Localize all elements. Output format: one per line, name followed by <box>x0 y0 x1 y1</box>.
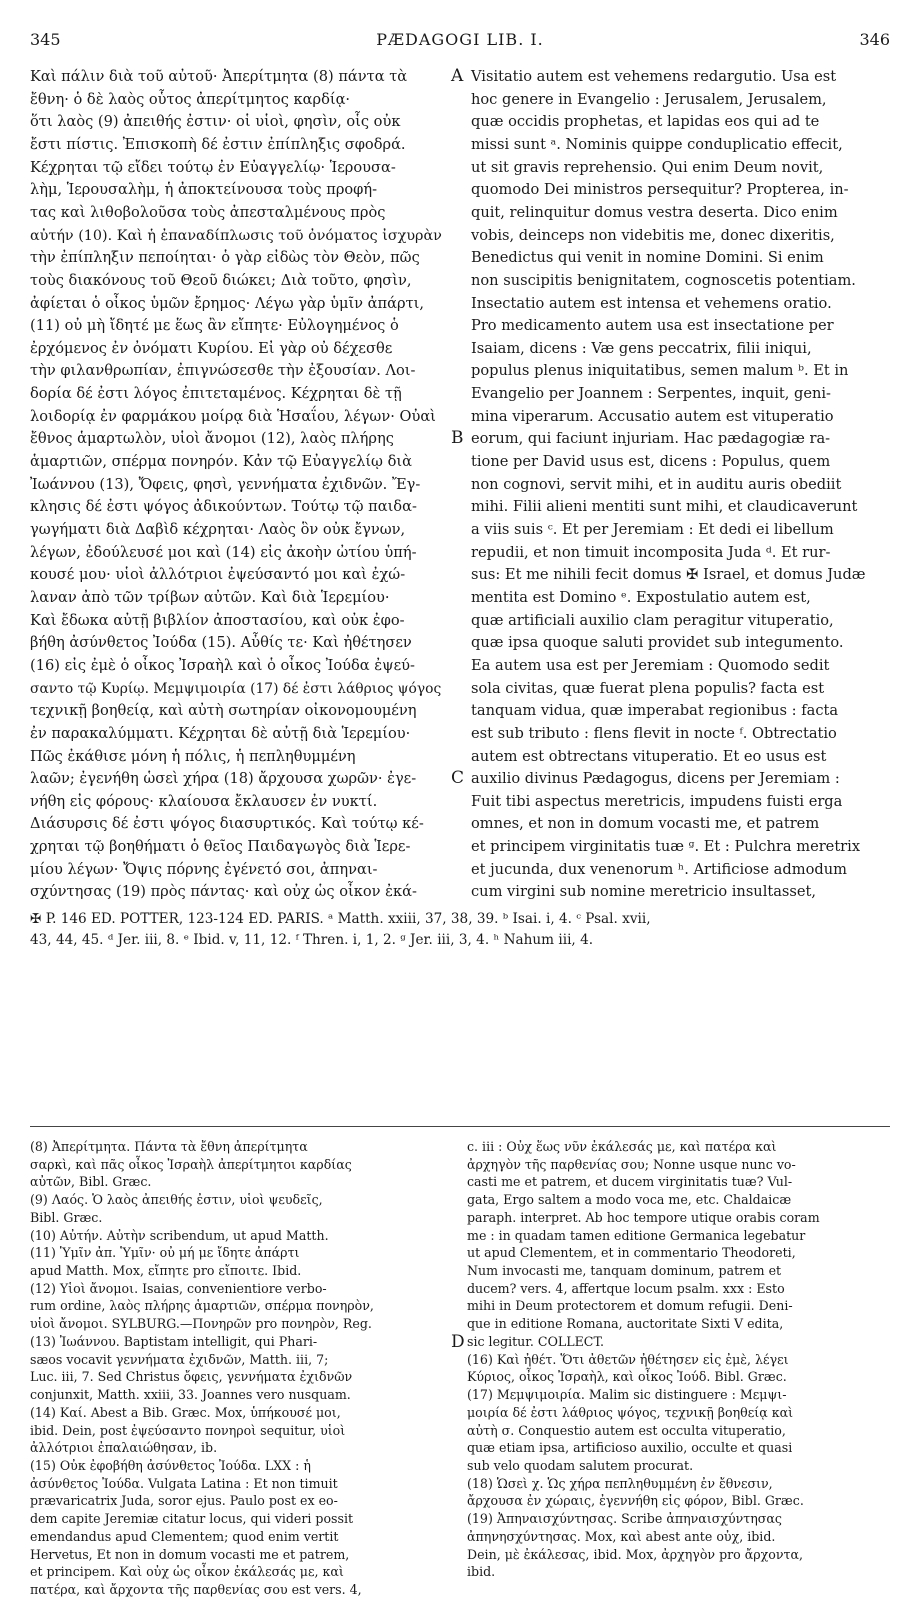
greek-text-line: λέγων, ἐδούλευσέ μοι καὶ (14) εἰς ἀκοὴν ὠτίου ὑπή- <box>30 543 417 561</box>
footnote-line: rum ordine, λαὸς πλήρης ἁμαρτιῶν, σπέρμα πονηρὸν, <box>30 1298 374 1314</box>
latin-text-line: repudii, et non timuit incomposita Juda ᵈ. Et rur- <box>471 543 831 561</box>
greek-text-line: βήθη ἀσύνθετος Ἰούδα (15). Αὖθίς τε· Καὶ ἠθέτησεν <box>30 634 412 652</box>
footnote-line: (19) Ἀπηναισχύντησας. Scribe ἀπηναισχύντησας <box>467 1511 782 1527</box>
greek-text-line: ἔθνη· ὁ δὲ λαὸς οὗτος ἀπερίτμητος καρδίᾳ· <box>30 90 351 108</box>
margin-letter: A <box>451 66 464 86</box>
latin-text-line: quæ artificiali auxilio clam peragitur vituperatio, <box>471 611 834 629</box>
footnote-line: quæ etiam ipsa, artificioso auxilio, occulte et quasi <box>467 1440 793 1456</box>
footnote-line: υἱοὶ ἄνομοι. SYLBURG.—Πονηρῶν pro πονηρὸν, Reg. <box>30 1316 372 1332</box>
footnote-line: πατέρα, καὶ ἄρχοντα τῆς παρθενίας σου est vers. 4, <box>30 1582 362 1597</box>
latin-text-line: Insectatio autem est intensa et vehemens oratio. <box>471 294 832 312</box>
footnote-line: conjunxit, Matth. xxiii, 33. Joannes vero nusquam. <box>30 1387 351 1403</box>
latin-text-line: autem est obtrectans vituperatio. Et eo usus est <box>471 747 827 765</box>
greek-text-line: (11) οὐ μὴ ἴδητέ με ἕως ἂν εἴπητε· Εὐλογημένος ὁ <box>30 317 399 335</box>
latin-text-line: omnes, et non in domum vocasti me, et patrem <box>471 815 820 833</box>
greek-text-line: νήθη εἰς φόρους· κλαίουσα ἔκλαυσεν ἐν νυκτί. <box>30 792 378 810</box>
latin-text-line: Visitatio autem est vehemens redargutio. Usa est <box>471 68 837 85</box>
latin-text-line: tanquam vidua, quæ imperabat regionibus : facta <box>471 702 839 720</box>
greek-text-line: μίου λέγων· Ὄψις πόρνης ἐγένετό σοι, ἀπηναι- <box>30 860 378 878</box>
greek-text-line: τὴν φιλανθρωπίαν, ἐπιγνώσεσθε τὴν ἐξουσίαν. Λοι- <box>30 362 416 380</box>
greek-text-line: Καὶ ἔδωκα αὐτῇ βιβλίον ἀποστασίου, καὶ οὐκ ἐφο- <box>30 611 405 629</box>
greek-text-line: λαναν ἀπὸ τῶν τρίβων αὐτῶν. Καὶ διὰ Ἱερεμίου· <box>30 588 390 606</box>
page-number-right: 346 <box>859 30 890 49</box>
footnote-line: dem capite Jeremiæ citatur locus, qui videri possit <box>30 1511 354 1527</box>
running-title: PÆDAGOGI LIB. I. <box>376 30 544 49</box>
greek-text-line: αὐτήν (10). Καὶ ἡ ἐπαναδίπλωσις τοῦ ὀνόματος ἰσχυρὰν <box>30 227 442 244</box>
greek-text-line: Κέχρηται τῷ εἴδει τούτῳ ἐν Εὐαγγελίῳ· Ἱερουσα- <box>30 158 396 176</box>
footnote-line: ἀλλότριοι ἐπαλαιώθησαν, ib. <box>30 1440 218 1456</box>
latin-text-line: non suscipitis benignitatem, cognoscetis potentiam. <box>471 271 856 289</box>
latin-text-line: Ea autem usa est per Jeremiam : Quomodo sedit <box>471 656 830 674</box>
source-reference-line: 43, 44, 45. ᵈ Jer. iii, 8. ᵉ Ibid. v, 11, 12. ᶠ Thren. i, 1, 2. ᵍ Jer. iii, 3, 4. ʰ Nahum iii, 4. <box>30 932 594 948</box>
footnote-line: Luc. iii, 7. Sed Christus ὄφεις, γεννήματα ἐχιδνῶν <box>30 1369 353 1385</box>
footnote-line: casti me et patrem, et ducem virginitatis tuæ? Vul- <box>467 1174 793 1190</box>
footnote-line: Hervetus, Et non in domum vocasti me et patrem, <box>30 1546 350 1562</box>
latin-text-line: sus: Et me nihili fecit domus ✠ Israel, et domus Judæ <box>471 566 866 584</box>
footnote-line: Κύριος, οἶκος Ἰσραὴλ, καὶ οἶκος Ἰούδ. Bibl. Græc. <box>467 1369 787 1385</box>
latin-text-line: cum virgini sub nomine meretricio insultasset, <box>471 883 817 901</box>
greek-text-line: τοὺς διακόνους τοῦ Θεοῦ διώκει; Διὰ τοῦτο, φησὶν, <box>30 271 412 289</box>
latin-text-line: Evangelio per Joannem : Serpentes, inquit, geni- <box>471 385 831 403</box>
latin-text-line: hoc genere in Evangelio : Jerusalem, Jerusalem, <box>471 90 827 108</box>
footnote-line: ἄρχουσα ἐν χώραις, ἐγεννήθη εἰς φόρον, Bibl. Græc. <box>467 1493 804 1509</box>
latin-text-line: a viis suis ᶜ. Et per Jeremiam : Et dedi ei libellum <box>471 521 834 538</box>
footnote-line: Bibl. Græc. <box>30 1209 103 1225</box>
footnote-line: ut apud Clementem, et in commentario Theodoreti, <box>467 1245 796 1261</box>
latin-text-line: mina viperarum. Accusatio autem est vituperatio <box>471 407 834 425</box>
greek-text-line: ἔθνος ἁμαρτωλὸν, υἱοὶ ἄνομοι (12), λαὸς πλήρης <box>30 430 394 448</box>
footnote-line: ibid. Dein, post ἐψεύσαντο πονηροὶ sequitur, υἱοὶ <box>30 1422 346 1438</box>
latin-text-line: missi sunt ᵃ. Nominis quippe conduplicatio effecit, <box>471 135 843 153</box>
greek-text-line: ἐρχόμενος ἐν ὀνόματι Κυρίου. Εἰ γὰρ οὐ δέχεσθε <box>30 339 393 357</box>
latin-text-line: quomodo Dei ministros persequitur? Propterea, in- <box>471 181 849 199</box>
greek-text-line: κλησις δέ ἐστι ψόγος ἀδικούντων. Τούτῳ τῷ παιδα- <box>30 498 417 516</box>
footnote-line: me : in quadam tamen editione Germanica legebatur <box>467 1227 806 1243</box>
footnote-line: αὐτῶν, Bibl. Græc. <box>30 1174 152 1190</box>
greek-text-line: κουσέ μου· υἱοὶ ἀλλότριοι ἐψεύσαντό μοι καὶ ἐχώ- <box>30 566 406 584</box>
footnote-line: (11) Ὑμῖν ἀπ. Ὑμῖν· οὐ μή με ἴδητε ἀπάρτι <box>30 1245 300 1261</box>
greek-text-line: Καὶ πάλιν διὰ τοῦ αὐτοῦ· Ἀπερίτμητα (8) πάντα τὰ <box>30 68 408 85</box>
footnote-line: (8) Ἀπερίτμητα. Πάντα τὰ ἔθνη ἀπερίτμητα <box>30 1139 308 1154</box>
greek-text-line: ἐν παρακαλύμματι. Κέχρηται δὲ αὐτῇ διὰ Ἱερεμίου· <box>30 724 411 742</box>
greek-text-line: τὴν ἐπίπληξιν πεποίηται· ὁ γὰρ εἰδὼς τὸν Θεὸν, πῶς <box>30 249 420 267</box>
footnote-line: (18) Ὡσεὶ χ. Ὡς χήρα πεπληθυμμένη ἐν ἔθνεσιν, <box>467 1475 773 1491</box>
footnote-line: sic legitur. COLLECT. <box>467 1333 604 1349</box>
greek-text-line: Ἰωάννου (13), Ὄφεις, φησὶ, γεννήματα ἐχιδνῶν. Ἔγ- <box>30 475 421 493</box>
footnote-line: emendandus apud Clementem; quod enim vertit <box>30 1528 339 1544</box>
page-number-left: 345 <box>30 30 61 49</box>
margin-letter: B <box>451 428 464 448</box>
latin-text-line: est sub tributo : flens flevit in nocte ᶠ. Obtrectatio <box>471 724 837 742</box>
greek-text-line: λὴμ, Ἱερουσαλὴμ, ἡ ἀποκτείνουσα τοὺς προφή- <box>30 181 378 199</box>
footnote-line: μοιρία δέ ἐστι λάθριος ψόγος, τεχνικῇ βοηθείᾳ καὶ <box>467 1404 794 1420</box>
footnote-line: ibid. <box>467 1564 496 1580</box>
latin-text-line: ut sit gravis reprehensio. Qui enim Deum novit, <box>471 158 824 176</box>
greek-text-line: δορία δέ ἐστι λόγος ἐπιτεταμένος. Κέχρηται δὲ τῇ <box>30 385 402 403</box>
footnote-line: (17) Μεμψιμοιρία. Malim sic distinguere : Μεμψι- <box>467 1387 787 1403</box>
footnote-line: sub velo quodam salutem procurat. <box>467 1457 694 1473</box>
footnote-line: (9) Λαός. Ὁ λαὸς ἀπειθής ἐστιν, υἱοὶ ψευδεῖς, <box>30 1192 323 1208</box>
footnote-line: ἀπηνησχύντησας. Mox, καὶ abest ante οὐχ, ibid. <box>467 1528 776 1544</box>
footnote-line: paraph. interpret. Ab hoc tempore utique orabis coram <box>467 1209 820 1225</box>
latin-text-line: quæ ipsa quoque saluti providet sub integumento. <box>471 634 844 652</box>
latin-text-line: quit, relinquitur domus vestra deserta. Dico enim <box>471 203 838 221</box>
latin-text-line: et principem virginitatis tuæ ᵍ. Et : Pulchra meretrix <box>471 838 861 856</box>
greek-text-line: ἁμαρτιῶν, σπέρμα πονηρόν. Κἀν τῷ Εὐαγγελίῳ διὰ <box>30 453 412 471</box>
latin-text-line: Isaiam, dicens : Væ gens peccatrix, filii iniqui, <box>471 339 812 357</box>
greek-text-line: τεχνικῇ βοηθείᾳ, καὶ αὐτὴ σωτηρίαν οἰκονομουμένη <box>30 702 417 720</box>
footnote-line: ἀρχηγὸν τῆς παρθενίας σου; Nonne usque nunc vo- <box>467 1156 796 1172</box>
greek-text-line: λαῶν; ἐγενήθη ὡσεὶ χήρα (18) ἄρχουσα χωρῶν· ἐγε- <box>30 770 417 788</box>
footnote-line: σαρκὶ, καὶ πᾶς οἶκος Ἰσραὴλ ἀπερίτμητοι καρδίας <box>30 1156 352 1172</box>
margin-letter: C <box>451 768 465 788</box>
page-header <box>30 30 890 54</box>
latin-text-line: et jucunda, dux venenorum ʰ. Artificiose admodum <box>471 860 847 878</box>
footnote-line: c. iii : Οὐχ ἕως νῦν ἐκάλεσάς με, καὶ πατέρα καὶ <box>467 1139 777 1154</box>
footnote-line: αὐτὴ σ. Conquestio autem est occulta vituperatio, <box>467 1422 786 1438</box>
footnote-line: (13) Ἰωάννου. Baptistam intelligit, qui Phari- <box>30 1333 318 1349</box>
footnote-line: sæos vocavit γεννήματα ἐχιδνῶν, Matth. iii, 7; <box>30 1351 329 1367</box>
greek-text-line: σχύντησας (19) πρὸς πάντας· καὶ οὐχ ὡς οἶκον ἐκά- <box>30 883 417 901</box>
greek-text-line: (16) εἰς ἐμὲ ὁ οἶκος Ἰσραὴλ καὶ ὁ οἶκος Ἰούδα ἐψεύ- <box>30 656 415 674</box>
footnote-line: ducem? vers. 4, affertque locum psalm. xxx : Esto <box>467 1280 785 1296</box>
footnote-line: que in editione Romana, auctoritate Sixti V edita, <box>467 1316 784 1332</box>
footnote-line: (14) Καί. Abest a Bib. Græc. Mox, ὑπήκουσέ μοι, <box>30 1404 341 1420</box>
greek-text-line: γωγήματι διὰ Δαβὶδ κέχρηται· Λαὸς ὃν οὐκ ἔγνων, <box>30 521 406 538</box>
greek-text-line: λοιδορίᾳ ἐν φαρμάκου μοίρᾳ διὰ Ἡσαΐου, λέγων· Οὐαὶ <box>30 407 436 425</box>
greek-text-line: Πῶς ἐκάθισε μόνη ἡ πόλις, ἡ πεπληθυμμένη <box>30 747 356 765</box>
greek-text-line: ἔστι πίστις. Ἐπισκοπὴ δέ ἐστιν ἐπίπληξις σφοδρά. <box>30 135 406 153</box>
latin-text-line: mentita est Domino ᵉ. Expostulatio autem est, <box>471 588 811 606</box>
latin-text-line: eorum, qui faciunt injuriam. Hac pædagogiæ ra- <box>471 430 831 448</box>
latin-text-line: mihi. Filii alieni mentiti sunt mihi, et claudicaverunt <box>471 498 858 516</box>
margin-letter: D <box>451 1332 465 1352</box>
footnote-line: (12) Υἱοὶ ἄνομοι. Isaias, convenientiore verbo- <box>30 1280 327 1296</box>
greek-text-line: χρηται τῷ βοηθήματι ὁ θεῖος Παιδαγωγὸς διὰ Ἱερε- <box>30 838 411 856</box>
latin-text-line: Benedictus qui venit in nomine Domini. Si enim <box>471 249 824 267</box>
footnote-line: (16) Καὶ ἠθέτ. Ὅτι ἀθετῶν ἠθέτησεν εἰς ἐμὲ, λέγει <box>467 1351 789 1367</box>
latin-text-line: tione per David usus est, dicens : Populus, quem <box>471 453 831 471</box>
footnote-line: Num invocasti me, tanquam dominum, patrem et <box>467 1263 782 1279</box>
latin-text-line: auxilio divinus Pædagogus, dicens per Jeremiam : <box>471 770 840 788</box>
footnote-line: apud Matth. Mox, εἴπητε pro εἴποιτε. Ibid. <box>30 1263 302 1279</box>
latin-text-line: Pro medicamento autem usa est insectatione per <box>471 317 834 335</box>
latin-text-line: populus plenus iniquitatibus, semen malum ᵇ. Et in <box>471 362 849 380</box>
latin-text-line: sola civitas, quæ fuerat plena populis? facta est <box>471 679 825 697</box>
greek-text-line: σαντο τῷ Κυρίῳ. Μεμψιμοιρία (17) δέ ἐστι λάθριος ψόγος <box>30 680 442 697</box>
footnote-line: Dein, μὲ ἐκάλεσας, ibid. Mox, ἀρχηγὸν pro ἄρχοντα, <box>467 1546 803 1562</box>
footnote-line: gata, Ergo saltem a modo voca me, etc. Chaldaicæ <box>467 1192 792 1208</box>
footnote-line: ἀσύνθετος Ἰούδα. Vulgata Latina : Et non timuit <box>30 1475 338 1491</box>
greek-text-line: Διάσυρσις δέ ἐστι ψόγος διασυρτικός. Καὶ τούτῳ κέ- <box>30 815 424 833</box>
source-reference-line: ✠ P. 146 ED. POTTER, 123-124 ED. PARIS. ᵃ Matth. xxiii, 37, 38, 39. ᵇ Isai. i, 4. ᶜ Psal. xvii, <box>30 911 651 927</box>
greek-text-line: ἀφίεται ὁ οἶκος ὑμῶν ἔρημος· Λέγω γὰρ ὑμῖν ἀπάρτι, <box>30 294 425 312</box>
footnote-line: et principem. Καὶ οὐχ ὡς οἶκον ἐκάλεσάς με, καὶ <box>30 1564 344 1580</box>
notes-divider <box>30 1126 890 1127</box>
latin-text-line: Fuit tibi aspectus meretricis, impudens fuisti erga <box>471 792 843 810</box>
footnote-line: prævaricatrix Juda, soror ejus. Paulo post ex eo- <box>30 1493 338 1509</box>
latin-text-line: vobis, deinceps non videbitis me, donec dixeritis, <box>471 226 835 244</box>
footnote-line: mihi in Deum protectorem et domum refugii. Deni- <box>467 1298 793 1314</box>
latin-text-line: quæ occidis prophetas, et lapidas eos qui ad te <box>471 113 820 131</box>
latin-text-line: non cognovi, servit mihi, et in auditu auris obediit <box>471 475 842 493</box>
greek-text-line: ὅτι λαὸς (9) ἀπειθής ἐστιν· οἱ υἱοὶ, φησὶν, οἷς οὐκ <box>30 113 401 131</box>
footnote-line: (10) Αὐτήν. Αὐτὴν scribendum, ut apud Matth. <box>30 1227 329 1243</box>
footnote-line: (15) Οὐκ ἐφοβήθη ἀσύνθετος Ἰούδα. LXX : ἡ <box>30 1457 311 1473</box>
greek-text-line: τας καὶ λιθοβολοῦσα τοὺς ἀπεσταλμένους πρὸς <box>30 203 386 221</box>
